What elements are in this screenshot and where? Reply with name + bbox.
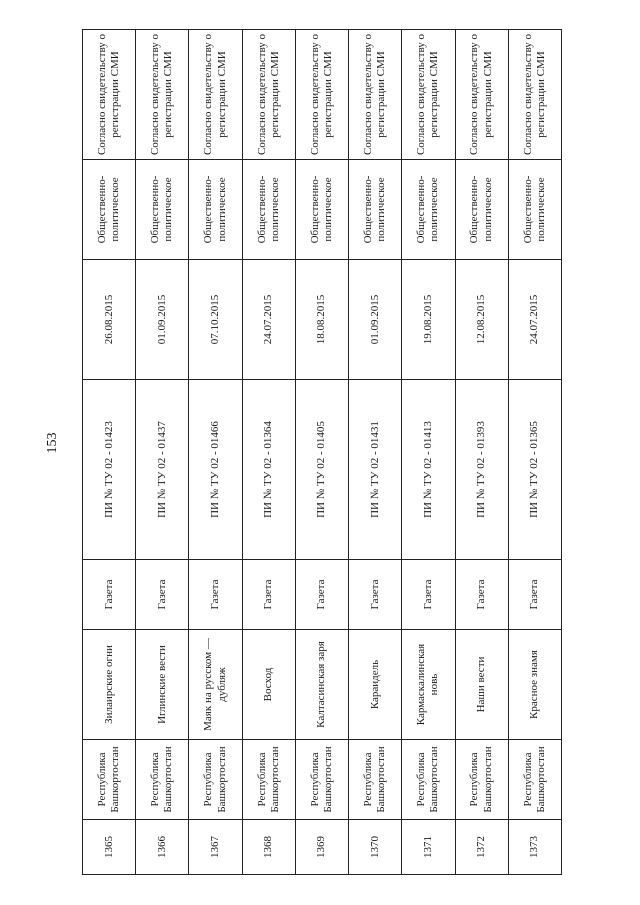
- row-number-cell: 1369: [295, 820, 348, 875]
- registration-date-cell: 01.09.2015: [349, 260, 402, 380]
- note-cell: Согласно свидетельству о регистрации СМИ: [402, 30, 455, 160]
- media-name-cell: Иглинские вести: [136, 630, 189, 740]
- media-name-cell: Кармаскалинская новь: [402, 630, 455, 740]
- table-row: [508, 30, 561, 875]
- row-number-cell: 1372: [455, 820, 508, 875]
- rotated-table-wrapper: [82, 30, 562, 875]
- media-name-cell: Караидель: [349, 630, 402, 740]
- certificate-cell: ПИ № ТУ 02 - 01365: [508, 380, 561, 560]
- note-cell: Согласно свидетельству о регистрации СМИ: [242, 30, 295, 160]
- table-row: [455, 30, 508, 875]
- region-cell: Республика Башкортостан: [508, 740, 561, 820]
- note-cell: Согласно свидетельству о регистрации СМИ: [455, 30, 508, 160]
- note-cell: Согласно свидетельству о регистрации СМИ: [508, 30, 561, 160]
- note-cell: Согласно свидетельству о регистрации СМИ: [136, 30, 189, 160]
- registration-date-cell: 01.09.2015: [136, 260, 189, 380]
- region-cell: Республика Башкортостан: [295, 740, 348, 820]
- region-cell: Республика Башкортостан: [136, 740, 189, 820]
- media-type-cell: Газета: [455, 560, 508, 630]
- media-type-cell: Газета: [189, 560, 242, 630]
- media-name-cell: Зилаирские огни: [83, 630, 136, 740]
- region-cell: Республика Башкортостан: [349, 740, 402, 820]
- media-type-cell: Газета: [402, 560, 455, 630]
- media-type-cell: Газета: [83, 560, 136, 630]
- media-name-cell: Маяк на русском — дубляж: [189, 630, 242, 740]
- region-cell: Республика Башкортостан: [402, 740, 455, 820]
- specialization-cell: Общественно-политическое: [83, 160, 136, 260]
- certificate-cell: ПИ № ТУ 02 - 01437: [136, 380, 189, 560]
- note-cell: Согласно свидетельству о регистрации СМИ: [83, 30, 136, 160]
- certificate-cell: ПИ № ТУ 02 - 01466: [189, 380, 242, 560]
- specialization-cell: Общественно-политическое: [295, 160, 348, 260]
- note-cell: Согласно свидетельству о регистрации СМИ: [295, 30, 348, 160]
- specialization-cell: Общественно-политическое: [242, 160, 295, 260]
- registration-date-cell: 24.07.2015: [242, 260, 295, 380]
- page-number: 153: [45, 432, 60, 454]
- region-cell: Республика Башкортостан: [83, 740, 136, 820]
- registration-date-cell: 24.07.2015: [508, 260, 561, 380]
- media-type-cell: Газета: [508, 560, 561, 630]
- table-row: [83, 30, 136, 875]
- region-cell: Республика Башкортостан: [242, 740, 295, 820]
- registry-table: [82, 29, 562, 875]
- certificate-cell: ПИ № ТУ 02 - 01364: [242, 380, 295, 560]
- row-number-cell: 1367: [189, 820, 242, 875]
- media-type-cell: Газета: [136, 560, 189, 630]
- table-row: [295, 30, 348, 875]
- note-cell: Согласно свидетельству о регистрации СМИ: [189, 30, 242, 160]
- row-number-cell: 1368: [242, 820, 295, 875]
- table-row: [349, 30, 402, 875]
- certificate-cell: ПИ № ТУ 02 - 01393: [455, 380, 508, 560]
- certificate-cell: ПИ № ТУ 02 - 01413: [402, 380, 455, 560]
- registry-table-body: [83, 30, 562, 875]
- media-name-cell: Наши вести: [455, 630, 508, 740]
- specialization-cell: Общественно-политическое: [508, 160, 561, 260]
- specialization-cell: Общественно-политическое: [455, 160, 508, 260]
- row-number-cell: 1370: [349, 820, 402, 875]
- row-number-cell: 1366: [136, 820, 189, 875]
- registration-date-cell: 19.08.2015: [402, 260, 455, 380]
- media-name-cell: Красное знамя: [508, 630, 561, 740]
- media-type-cell: Газета: [242, 560, 295, 630]
- specialization-cell: Общественно-политическое: [349, 160, 402, 260]
- certificate-cell: ПИ № ТУ 02 - 01423: [83, 380, 136, 560]
- region-cell: Республика Башкортостан: [189, 740, 242, 820]
- row-number-cell: 1365: [83, 820, 136, 875]
- registration-date-cell: 18.08.2015: [295, 260, 348, 380]
- specialization-cell: Общественно-политическое: [402, 160, 455, 260]
- registration-date-cell: 26.08.2015: [83, 260, 136, 380]
- media-name-cell: Калтасинская заря: [295, 630, 348, 740]
- table-row: [189, 30, 242, 875]
- row-number-cell: 1371: [402, 820, 455, 875]
- certificate-cell: ПИ № ТУ 02 - 01431: [349, 380, 402, 560]
- row-number-cell: 1373: [508, 820, 561, 875]
- region-cell: Республика Башкортостан: [455, 740, 508, 820]
- registration-date-cell: 07.10.2015: [189, 260, 242, 380]
- table-row: [402, 30, 455, 875]
- media-type-cell: Газета: [295, 560, 348, 630]
- certificate-cell: ПИ № ТУ 02 - 01405: [295, 380, 348, 560]
- specialization-cell: Общественно-политическое: [136, 160, 189, 260]
- media-type-cell: Газета: [349, 560, 402, 630]
- specialization-cell: Общественно-политическое: [189, 160, 242, 260]
- registration-date-cell: 12.08.2015: [455, 260, 508, 380]
- table-row: [136, 30, 189, 875]
- note-cell: Согласно свидетельству о регистрации СМИ: [349, 30, 402, 160]
- table-row: [242, 30, 295, 875]
- media-name-cell: Восход: [242, 630, 295, 740]
